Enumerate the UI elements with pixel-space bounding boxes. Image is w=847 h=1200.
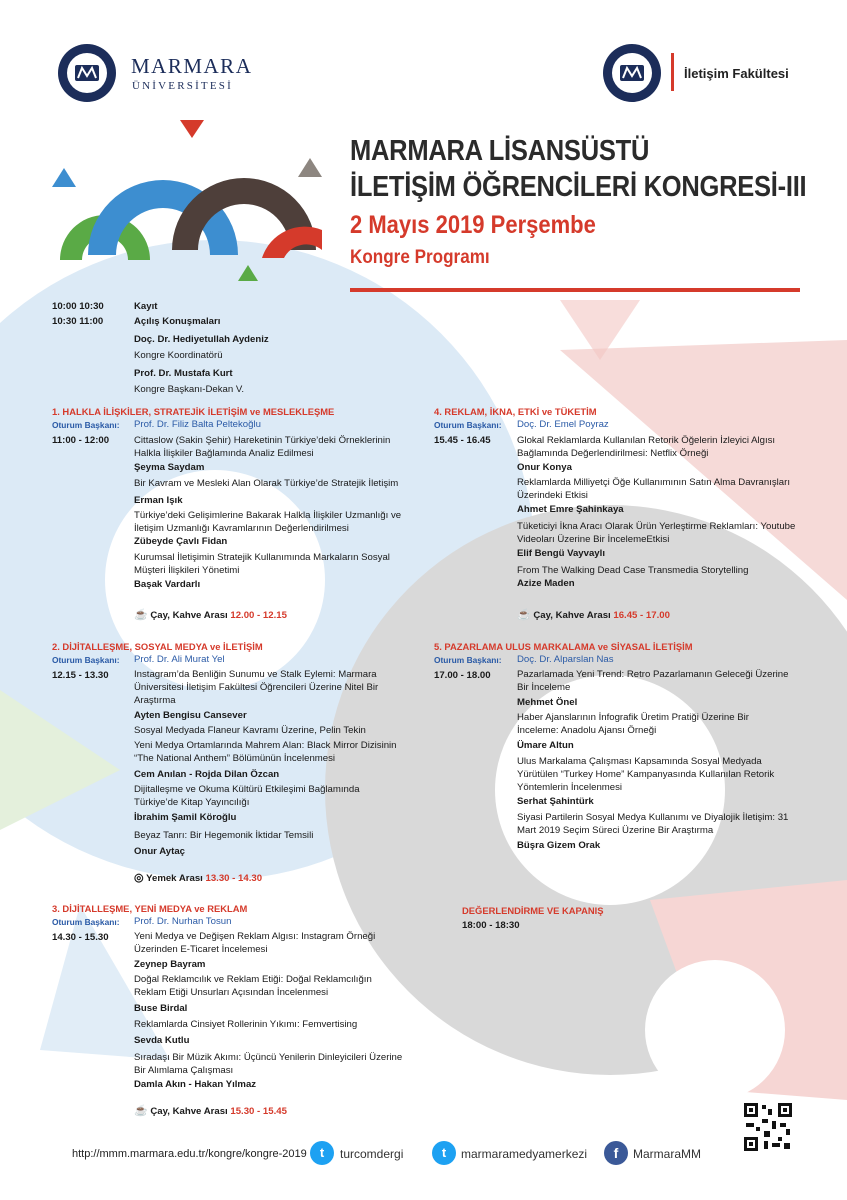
opening-speaker-2: Prof. Dr. Mustafa Kurt <box>134 368 233 379</box>
session-4-author-4: Azize Maden <box>517 578 575 589</box>
session-5-author-1: Mehmet Önel <box>517 697 578 708</box>
session-3-paper-4: Sıradaşı Bir Müzik Akımı: Üçüncü Yenilerin Dinleyicileri Üzerine Bir Alımlama Çalışması <box>134 1052 403 1076</box>
session-2-paper-5: Beyaz Tanrı: Bir Hegemonik İktidar Temsili <box>134 830 314 841</box>
session-4-paper-2: Reklamlarda Milliyetçi Öğe Kullanımının Satın Alma Davranışları Üzerindeki Etkisi <box>517 477 790 501</box>
closing-title: DEĞERLENDİRME VE KAPANIŞ <box>462 905 604 916</box>
plate-icon: ◎ <box>134 872 144 884</box>
session-1-author-4: Başak Vardarlı <box>134 579 201 590</box>
twitter-handle-1[interactable]: turcomdergi <box>340 1147 404 1161</box>
session-4-chair-label: Oturum Başkanı: <box>434 420 502 430</box>
session-4-paper-3: Tüketiciyi İkna Aracı Olarak Ürün Yerleştirme Reklamları: Youtube Videoları Üzerine Bir İncelemeEtkisi <box>517 521 796 545</box>
session-1-chair-label: Oturum Başkanı: <box>52 420 120 430</box>
faculty-divider <box>671 53 674 91</box>
session-2-author-5: Onur Aytaç <box>134 846 185 857</box>
session-2-break <box>134 871 262 884</box>
session-2-chair: Prof. Dr. Ali Murat Yel <box>134 654 225 665</box>
break-label: Çay, Kahve Arası <box>150 1106 228 1117</box>
university-name: MARMARA <box>131 54 253 78</box>
session-2-title: 2. DİJİTALLEŞME, SOSYAL MEDYA ve İLETİŞİM <box>52 641 263 652</box>
coffee-cup-icon: ☕ <box>134 609 148 621</box>
session-1-paper-1: Cittaslow (Sakin Şehir) Hareketinin Türkiye’deki Örneklerinin Halkla İlişkiler Bağlamında Analiz Edilmesi <box>134 435 391 459</box>
session-2-paper-1: Instagram’da Benliğin Sunumu ve Stalk Eylemi: Marmara Üniversitesi İletişim Fakültesi Öğrencileri Üzerine Nitel Bir Araştırma <box>134 669 379 706</box>
session-3-author-2: Buse Birdal <box>134 1003 188 1014</box>
break-label: Yemek Arası <box>146 873 203 884</box>
opening-role-1: Kongre Koordinatörü <box>134 350 223 361</box>
session-3-title: 3. DİJİTALLEŞME, YENİ MEDYA ve REKLAM <box>52 903 248 914</box>
session-1-paper-3: Türkiye’deki Gelişimlerine Bakarak Halkla İlişkiler Uzmanlığı ve İletişim Uzmanlığı Kavramlarının Değerlendirilmesi <box>134 510 402 534</box>
twitter-bird-icon: t <box>310 1141 334 1165</box>
session-2-paper-2: Sosyal Medyada Flaneur Kavramı Üzerine, Pelin Tekin <box>134 725 366 736</box>
session-2-author-4: İbrahim Şamil Köroğlu <box>134 812 237 823</box>
session-1-time: 11:00 - 12:00 <box>52 435 110 446</box>
faculty-name: İletişim Fakültesi <box>684 66 789 81</box>
grey-triangle <box>298 158 322 177</box>
footer-url[interactable]: http://mmm.marmara.edu.tr/kongre/kongre-2019 <box>72 1148 307 1160</box>
congress-title-line2: İLETİŞİM ÖĞRENCİLERİ KONGRESİ-III <box>350 171 807 203</box>
session-5-chair-label: Oturum Başkanı: <box>434 655 502 665</box>
session-5-paper-2: Haber Ajanslarının İnfografik Üretim Pratiği Üzerine Bir İnceleme: Anadolu Ajansı Örneği <box>517 712 749 736</box>
congress-date: 2 Mayıs 2019 Perşembe <box>350 211 596 239</box>
session-5-paper-1: Pazarlamada Yeni Trend: Retro Pazarlamanın Geleceği Üzerine Bir İnceleme <box>517 669 789 693</box>
coffee-cup-icon: ☕ <box>517 609 531 621</box>
session-1-author-2: Erman Işık <box>134 495 183 506</box>
opening-time-1: 10:00 10:30 <box>52 301 104 312</box>
marmara-seal-right <box>602 43 662 103</box>
session-3-author-3: Sevda Kutlu <box>134 1035 190 1046</box>
session-5-title: 5. PAZARLAMA ULUS MARKALAMA ve SİYASAL İLETİŞİM <box>434 641 693 652</box>
facebook-f-icon: f <box>604 1141 628 1165</box>
facebook-handle[interactable]: MarmaraMM <box>633 1147 701 1161</box>
session-3-author-1: Zeynep Bayram <box>134 959 206 970</box>
break-time: 12.00 - 12.15 <box>230 610 287 621</box>
break-label: Çay, Kahve Arası <box>150 610 228 621</box>
session-3-paper-3: Reklamlarda Cinsiyet Rollerinin Yıkımı: Femvertising <box>134 1019 358 1030</box>
session-2-paper-3: Yeni Medya Ortamlarında Mahrem Alan: Black Mirror Dizisinin “The National Anthem” Bölümünün İncelenmesi <box>134 740 397 764</box>
blue-triangle <box>52 168 76 187</box>
session-4-author-2: Ahmet Emre Şahinkaya <box>517 504 624 515</box>
session-5-author-2: Ümare Altun <box>517 740 574 751</box>
session-1-chair: Prof. Dr. Filiz Balta Peltekoğlu <box>134 419 261 430</box>
session-3-break <box>134 1104 287 1117</box>
session-1-paper-4: Kurumsal İletişimin Stratejik Kullanımında Markaların Sosyal Müşteri İlişkileri Yönetimi <box>134 552 390 576</box>
bg-white-circle <box>645 960 785 1100</box>
session-5-paper-4: Siyasi Partilerin Sosyal Medya Kullanımı ve Diyalojik İletişim: 31 Mart 2019 Seçim Süreci Üzerine Bir Araştırma <box>517 812 789 836</box>
session-3-chair-label: Oturum Başkanı: <box>52 917 120 927</box>
session-1-author-1: Şeyma Saydam <box>134 462 205 473</box>
opening-speaker-1: Doç. Dr. Hediyetullah Aydeniz <box>134 334 269 345</box>
university-name-line2: ÜNİVERSİTESİ <box>132 80 233 92</box>
opening-label-2: Açılış Konuşmaları <box>134 316 221 327</box>
break-label: Çay, Kahve Arası <box>533 610 611 621</box>
session-4-paper-1: Glokal Reklamlarda Kullanılan Retorik Öğelerin İzleyici Algısı Bağlamında Değerlendirilmesi: Netflix Örneği <box>517 435 776 459</box>
session-2-author-3: Cem Anılan - Rojda Dilan Özcan <box>134 769 280 780</box>
opening-time-2: 10:30 11:00 <box>52 316 104 327</box>
session-4-paper-4: From The Walking Dead Case Transmedia Storytelling <box>517 565 749 576</box>
session-5-author-4: Büşra Gizem Orak <box>517 840 601 851</box>
program-subtitle: Kongre Programı <box>350 247 490 268</box>
session-4-time: 15.45 - 16.45 <box>434 435 491 446</box>
session-3-chair: Prof. Dr. Nurhan Tosun <box>134 916 232 927</box>
twitter-handle-2[interactable]: marmaramedyamerkezi <box>461 1147 588 1161</box>
opening-label-1: Kayıt <box>134 301 158 312</box>
session-3-time: 14.30 - 15.30 <box>52 932 109 943</box>
session-1-title: 1. HALKLA İLİŞKİLER, STRATEJİK İLETİŞİM ve MESLEKLEŞME <box>52 406 335 417</box>
opening-role-2: Kongre Başkanı-Dekan V. <box>134 384 245 395</box>
session-2-author-1: Ayten Bengisu Cansever <box>134 710 247 721</box>
session-4-author-3: Elif Bengü Vayvaylı <box>517 548 605 559</box>
break-time: 15.30 - 15.45 <box>230 1106 287 1117</box>
session-5-author-3: Serhat Şahintürk <box>517 796 594 807</box>
session-1-author-3: Zübeyde Çavlı Fidan <box>134 536 228 547</box>
session-5-time: 17.00 - 18.00 <box>434 670 491 681</box>
session-3-author-4: Damla Akın - Hakan Yılmaz <box>134 1079 257 1090</box>
closing-time: 18:00 - 18:30 <box>462 920 520 931</box>
coffee-cup-icon: ☕ <box>134 1105 148 1117</box>
session-2-chair-label: Oturum Başkanı: <box>52 655 120 665</box>
qr-code-icon[interactable] <box>742 1101 794 1153</box>
session-2-paper-4: Dijitalleşme ve Okuma Kültürü Etkileşimi Bağlamında Türkiye’de Kitap Yayıncılığı <box>134 784 360 808</box>
break-time: 16.45 - 17.00 <box>613 610 670 621</box>
session-2-time: 12.15 - 13.30 <box>52 670 109 681</box>
session-4-chair: Doç. Dr. Emel Poyraz <box>517 419 609 430</box>
break-time: 13.30 - 14.30 <box>205 873 263 884</box>
session-5-chair: Doç. Dr. Alparslan Nas <box>517 654 614 665</box>
session-4-author-1: Onur Konya <box>517 462 572 473</box>
marmara-seal-left <box>57 43 117 103</box>
title-underline <box>350 288 800 292</box>
twitter-bird-icon: t <box>432 1141 456 1165</box>
session-4-break <box>517 608 670 621</box>
congress-title-line1: MARMARA LİSANSÜSTÜ <box>350 135 650 167</box>
session-1-paper-2: Bir Kavram ve Mesleki Alan Olarak Türkiye’de Stratejik İletişim <box>134 478 399 489</box>
session-1-break <box>134 608 287 621</box>
session-3-paper-1: Yeni Medya ve Değişen Reklam Algısı: Instagram Örneği Üzerinden E-Ticaret İncelemesi <box>134 931 376 955</box>
session-3-paper-2: Doğal Reklamcılık ve Reklam Etiği: Doğal Reklamcılığın Reklam Etiği Unsurları Açısından İncelenmesi <box>134 974 372 998</box>
red-triangle <box>180 120 204 138</box>
session-4-title: 4. REKLAM, İKNA, ETKİ ve TÜKETİM <box>434 406 597 417</box>
session-5-paper-3: Ulus Markalama Çalışması Kapsamında Sosyal Medyada Yürütülen “Turkey Home” Kampanyasında Kullanılan Retorik Yöntemlerin İncelenmesi <box>517 756 775 793</box>
